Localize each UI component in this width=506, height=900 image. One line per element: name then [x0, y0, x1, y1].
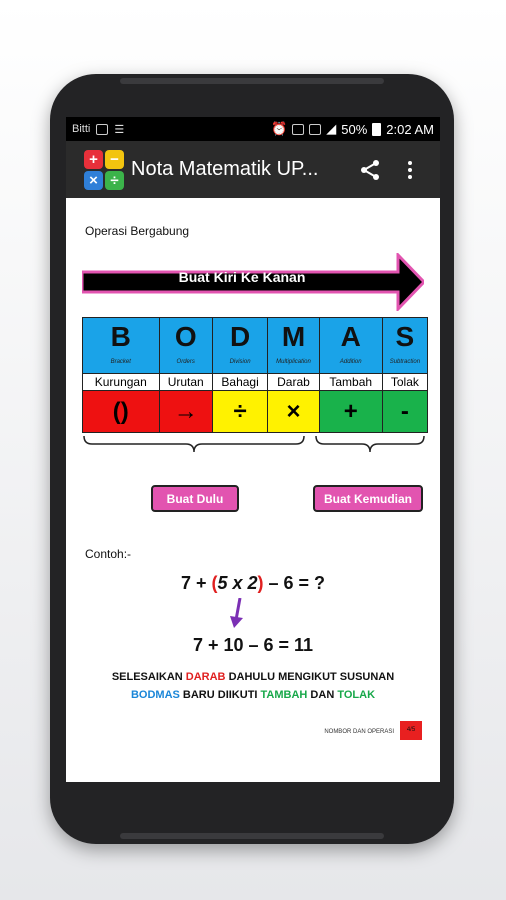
note-text: DAHULU MENGIKUT SUSUNAN [225, 671, 395, 683]
phone-screen [66, 117, 440, 782]
note-bodmas: BODMAS [130, 689, 180, 701]
share-icon [359, 159, 381, 181]
bodmas-symbol: ÷ [212, 391, 267, 433]
bodmas-malay: Darab [268, 374, 319, 391]
bodmas-letter: O [174, 321, 197, 352]
image-icon [96, 124, 108, 135]
bodmas-english: Addition [339, 359, 362, 365]
logo-plus: + [84, 150, 103, 169]
bodmas-symbol: + [319, 391, 382, 433]
status-time: 2:02 AM [386, 121, 434, 137]
bodmas-letter: S [395, 321, 415, 352]
screenshot-icon [309, 124, 321, 135]
first-label-box: Buat Dulu [151, 485, 239, 512]
bodmas-symbol-row [83, 391, 428, 433]
status-left-label: Bitti [72, 123, 91, 135]
note-page [66, 198, 440, 782]
logo-divide: ÷ [105, 171, 124, 190]
share-button[interactable] [350, 150, 390, 190]
example-equation [66, 573, 440, 594]
note-tolak: TOLAK [337, 689, 376, 701]
brace-later-icon [314, 436, 426, 456]
status-bar [66, 117, 440, 141]
note-line-1 [66, 668, 440, 686]
status-right [271, 121, 434, 137]
note-tambah: TAMBAH [260, 689, 308, 701]
bodmas-english: Multiplication [276, 359, 311, 365]
bodmas-table [82, 317, 428, 433]
eq-part: 7 + [180, 573, 212, 593]
note-text: SELESAIKAN [111, 671, 186, 683]
phone-bottom-edge [120, 833, 384, 839]
logo-times: × [84, 171, 103, 190]
logo-minus: − [105, 150, 124, 169]
bodmas-letter: M [281, 321, 306, 352]
bodmas-malay-row [83, 374, 428, 391]
bodmas-symbol: → [159, 391, 212, 433]
bodmas-malay: Bahagi [212, 374, 267, 391]
status-left [72, 123, 124, 136]
bodmas-cell-m [268, 318, 319, 374]
bodmas-letter: B [110, 321, 131, 352]
eq-part: – 6 = ? [263, 573, 326, 593]
bodmas-malay: Urutan [159, 374, 212, 391]
battery-icon [372, 123, 381, 136]
bodmas-cell-a [319, 318, 382, 374]
page-heading: Operasi Bergabung [85, 224, 190, 238]
bodmas-symbol: × [268, 391, 319, 433]
footer-topic: NOMBOR DAN OPERASI [324, 729, 394, 735]
app-logo-icon [84, 150, 124, 190]
bodmas-letter: A [340, 321, 361, 352]
note-darab: DARAB [185, 671, 226, 683]
down-arrow-icon [230, 598, 246, 628]
example-label: Contoh:- [85, 547, 132, 561]
bodmas-malay: Tolak [382, 374, 427, 391]
alarm-icon: ⏰ [271, 121, 288, 136]
bodmas-cell-o [159, 318, 212, 374]
note-line-2 [66, 686, 440, 704]
eq-paren-open: ( [211, 573, 218, 593]
bodmas-letter: D [229, 321, 251, 352]
arrow-label: Buat Kiri Ke Kanan [178, 269, 306, 285]
overflow-menu-button[interactable] [390, 150, 430, 190]
result-equation: 7 + 10 – 6 = 11 [192, 635, 314, 655]
page-number-badge: 4/5 [400, 721, 422, 740]
explanation-note [66, 668, 440, 704]
bodmas-english: Division [229, 359, 251, 365]
later-label-box: Buat Kemudian [313, 485, 423, 512]
signal-icon: ◢ [326, 121, 337, 136]
bodmas-english: Bracket [110, 359, 131, 365]
bodmas-english: Orders [176, 359, 195, 365]
app-title: Nota Matematik UP... [131, 158, 319, 180]
brace-first-icon [82, 436, 306, 456]
eq-paren-close: ) [257, 573, 264, 593]
sim-icon [292, 124, 304, 135]
bodmas-cell-b [83, 318, 160, 374]
app-bar [66, 141, 440, 198]
bodmas-symbol: - [382, 391, 427, 433]
more-vert-icon [407, 160, 413, 180]
bodmas-malay: Tambah [319, 374, 382, 391]
bodmas-english: Subtraction [389, 359, 421, 365]
note-text: BARU DIIKUTI [179, 689, 261, 701]
menu-icon: ☰ [114, 123, 125, 136]
bodmas-malay: Kurungan [83, 374, 160, 391]
bodmas-cell-s [382, 318, 427, 374]
eq-inner: 5 x 2 [217, 573, 258, 593]
battery-percent: 50% [341, 121, 368, 137]
bodmas-cell-d [212, 318, 267, 374]
bodmas-symbol: () [83, 391, 160, 433]
bodmas-letter-row [83, 318, 428, 374]
note-text: DAN [307, 689, 338, 701]
phone-speaker [120, 78, 384, 84]
